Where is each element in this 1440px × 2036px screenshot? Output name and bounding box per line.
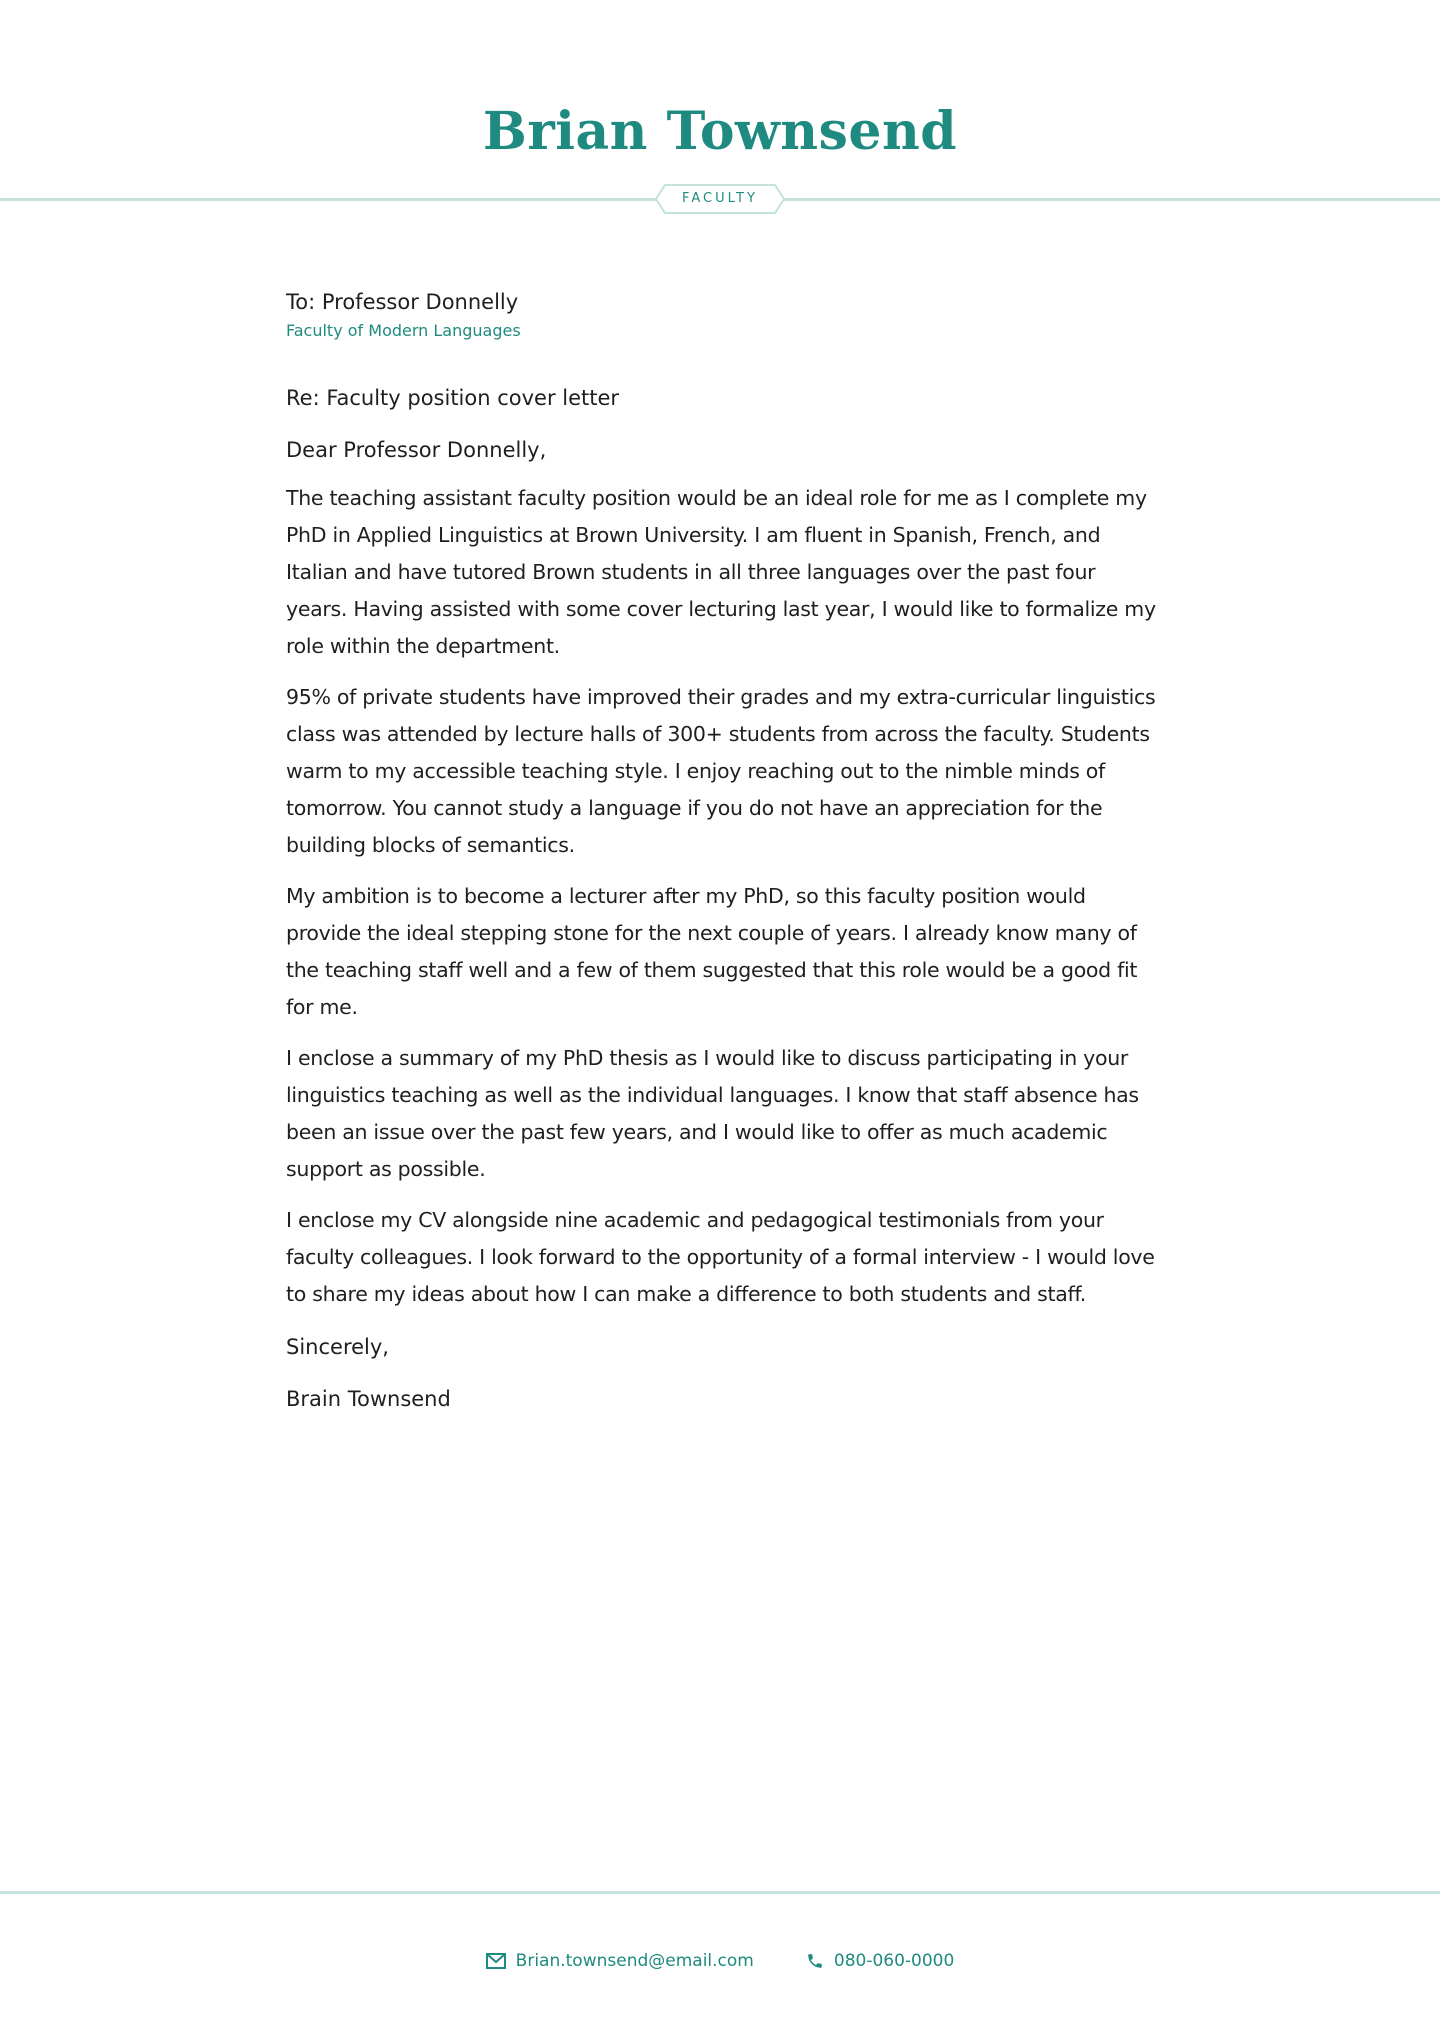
candidate-name: Brian Townsend [482, 101, 958, 162]
email-contact[interactable] [486, 1951, 754, 1971]
footer-divider [0, 1891, 1440, 1894]
phone-number[interactable]: 080-060-0000 [833, 1951, 955, 1971]
role-badge [655, 184, 785, 214]
phone-contact[interactable] [806, 1951, 954, 1971]
letter-body [286, 286, 1156, 1415]
letter-signature: Brain Townsend [286, 1387, 451, 1411]
letter-paragraph: The teaching assistant faculty position would be an ideal role for me as I complete my PhD in Applied Linguistics at Brown University. I am fluent in Spanish, French, and Italian and have tutored Brown students in all three languages over the past four years. Having assisted with some cover lecturing last year, I would like to formalize my role within the department. [286, 486, 1156, 658]
letter-paragraph: My ambition is to become a lecturer after my PhD, so this faculty position would provide the ideal stepping stone for the next couple of years. I already know many of the teaching staff well and a few of them suggested that this role would be a good fit for me. [286, 884, 1138, 1019]
contact-footer [0, 1948, 1440, 1974]
letter-paragraph: 95% of private students have improved their grades and my extra-curricular linguistics class was attended by lecture halls of 300+ students from across the faculty. Students warm to my accessible teaching style. I enjoy reaching out to the nimble minds of tomorrow. You cannot study a language if you do not have an appreciation for the building blocks of semantics. [286, 685, 1156, 857]
letter-closing: Sincerely, [286, 1335, 389, 1359]
letter-paragraph: I enclose my CV alongside nine academic and pedagogical testimonials from your faculty colleagues. I look forward to the opportunity of a formal interview - I would love to share my ideas about how I can make a difference to both students and staff. [286, 1208, 1155, 1306]
envelope-icon [486, 1953, 506, 1969]
recipient-name: To: Professor Donnelly [286, 290, 519, 314]
letter-subject: Re: Faculty position cover letter [286, 386, 620, 410]
email-address[interactable]: Brian.townsend@email.com [515, 1951, 754, 1971]
letter-paragraph: I enclose a summary of my PhD thesis as I would like to discuss participating in your linguistics teaching as well as the individual languages. I know that staff absence has been an issue over the past few years, and I would like to offer as much academic support as possible. [286, 1046, 1139, 1181]
role-badge-label: FACULTY [682, 191, 758, 206]
letter-greeting: Dear Professor Donnelly, [286, 438, 547, 462]
phone-icon [806, 1952, 824, 1970]
recipient-department: Faculty of Modern Languages [286, 321, 521, 340]
